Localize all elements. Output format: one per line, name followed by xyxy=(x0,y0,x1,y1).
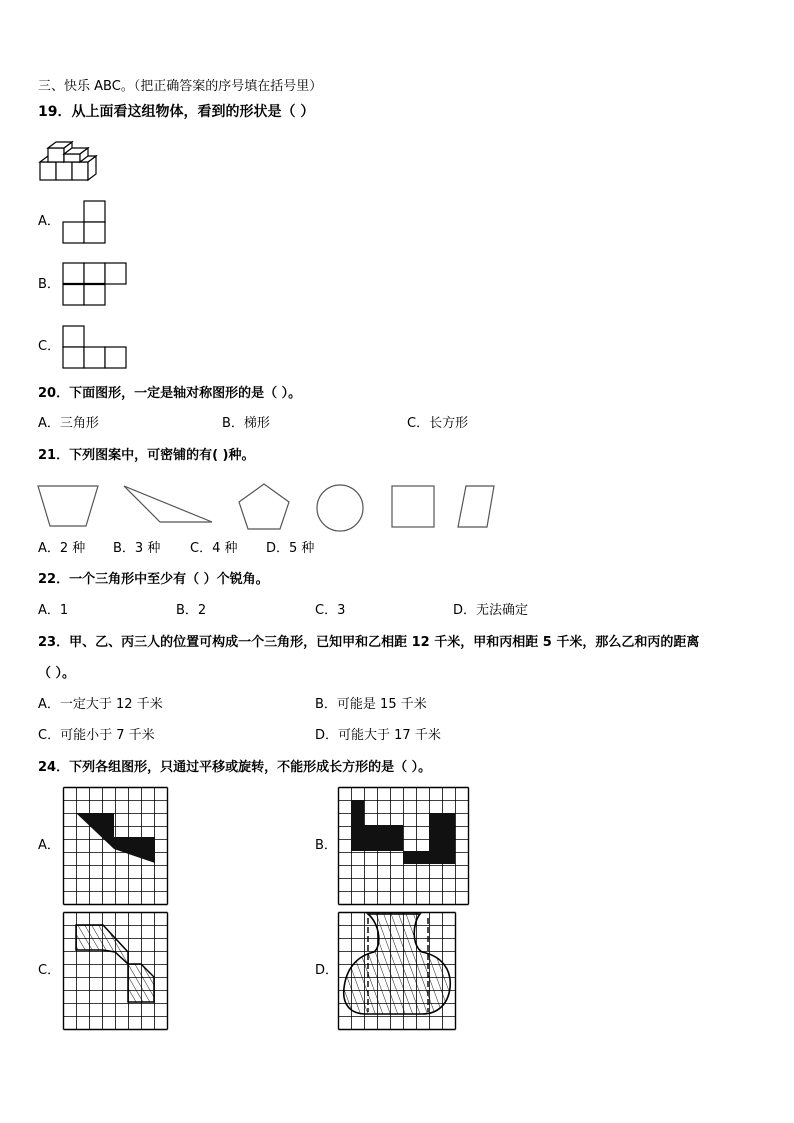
q21-option-d[interactable]: D．5 种 xyxy=(266,541,315,556)
q23-option-a[interactable]: A．一定大于 12 千米 xyxy=(38,697,163,712)
q20-option-a[interactable]: A．三角形 xyxy=(38,416,99,431)
q23-option-c[interactable]: C．可能小于 7 千米 xyxy=(38,728,155,743)
q22-option-b[interactable]: B．2 xyxy=(176,603,207,618)
q19-stem: 19．从上面看这组物体，看到的形状是（ ） xyxy=(38,104,315,120)
pentagon-shape xyxy=(239,484,289,529)
shape-a-triangle xyxy=(76,813,114,849)
shape-a-piece xyxy=(114,837,155,863)
q23-option-d[interactable]: D．可能大于 17 千米 xyxy=(315,728,441,743)
q22-option-c[interactable]: C．3 xyxy=(315,603,346,618)
trapezoid-shape xyxy=(38,486,98,526)
q23-option-b[interactable]: B．可能是 15 千米 xyxy=(315,697,427,712)
q19-option-b-figure[interactable] xyxy=(62,262,128,306)
q24-option-d-label[interactable]: D． xyxy=(315,963,339,978)
q24-option-a-label[interactable]: A． xyxy=(38,838,60,853)
q20-option-b[interactable]: B．梯形 xyxy=(222,416,270,431)
q22-option-a[interactable]: A．1 xyxy=(38,603,69,618)
q19-option-c-figure[interactable] xyxy=(62,325,128,369)
q21-option-c[interactable]: C．4 种 xyxy=(190,541,238,556)
shape-b-right-piece xyxy=(403,813,455,864)
q24-stem: 24．下列各组图形，只通过平移或旋转，不能形成长方形的是（ ）。 xyxy=(38,760,432,775)
q24-option-b-grid[interactable] xyxy=(338,787,470,901)
q19-option-a-figure[interactable] xyxy=(62,200,106,244)
parallelogram-shape xyxy=(458,486,494,527)
shape-d-vase xyxy=(344,914,451,1014)
q21-stem: 21．下列图案中，可密铺的有( )种。 xyxy=(38,448,255,463)
q24-option-c-label[interactable]: C． xyxy=(38,963,61,978)
q21-option-a[interactable]: A．2 种 xyxy=(38,541,86,556)
q21-option-b[interactable]: B．3 种 xyxy=(113,541,161,556)
q24-option-d-grid[interactable] xyxy=(338,912,458,1028)
triangle-shape xyxy=(124,486,212,522)
q19-option-a-label[interactable]: A． xyxy=(38,214,60,229)
q24-option-a-grid[interactable] xyxy=(63,787,169,901)
q19-option-c-label[interactable]: C． xyxy=(38,339,61,354)
q22-stem: 22．一个三角形中至少有（ ）个锐角。 xyxy=(38,572,269,587)
q24-option-c-grid[interactable] xyxy=(63,912,169,1028)
q22-option-d[interactable]: D．无法确定 xyxy=(453,603,529,618)
q19-option-b-label[interactable]: B． xyxy=(38,277,60,292)
q19-cube-figure xyxy=(38,138,102,184)
q23-stem-continuation: （ ）。 xyxy=(38,666,76,681)
section-title: 三、快乐 ABC。（把正确答案的序号填在括号里） xyxy=(38,79,323,94)
q23-stem: 23．甲、乙、丙三人的位置可构成一个三角形，已知甲和乙相距 12 千米，甲和丙相距 5 千米，那么乙和丙的距离 xyxy=(38,635,700,650)
circle-shape xyxy=(317,485,363,531)
q21-shapes xyxy=(36,482,498,534)
square-shape xyxy=(392,486,434,527)
shape-b-left-piece xyxy=(351,800,403,851)
q20-option-c[interactable]: C．长方形 xyxy=(407,416,469,431)
q20-stem: 20．下面图形，一定是轴对称图形的是（ ）。 xyxy=(38,386,302,401)
q24-option-b-label[interactable]: B． xyxy=(315,838,337,853)
